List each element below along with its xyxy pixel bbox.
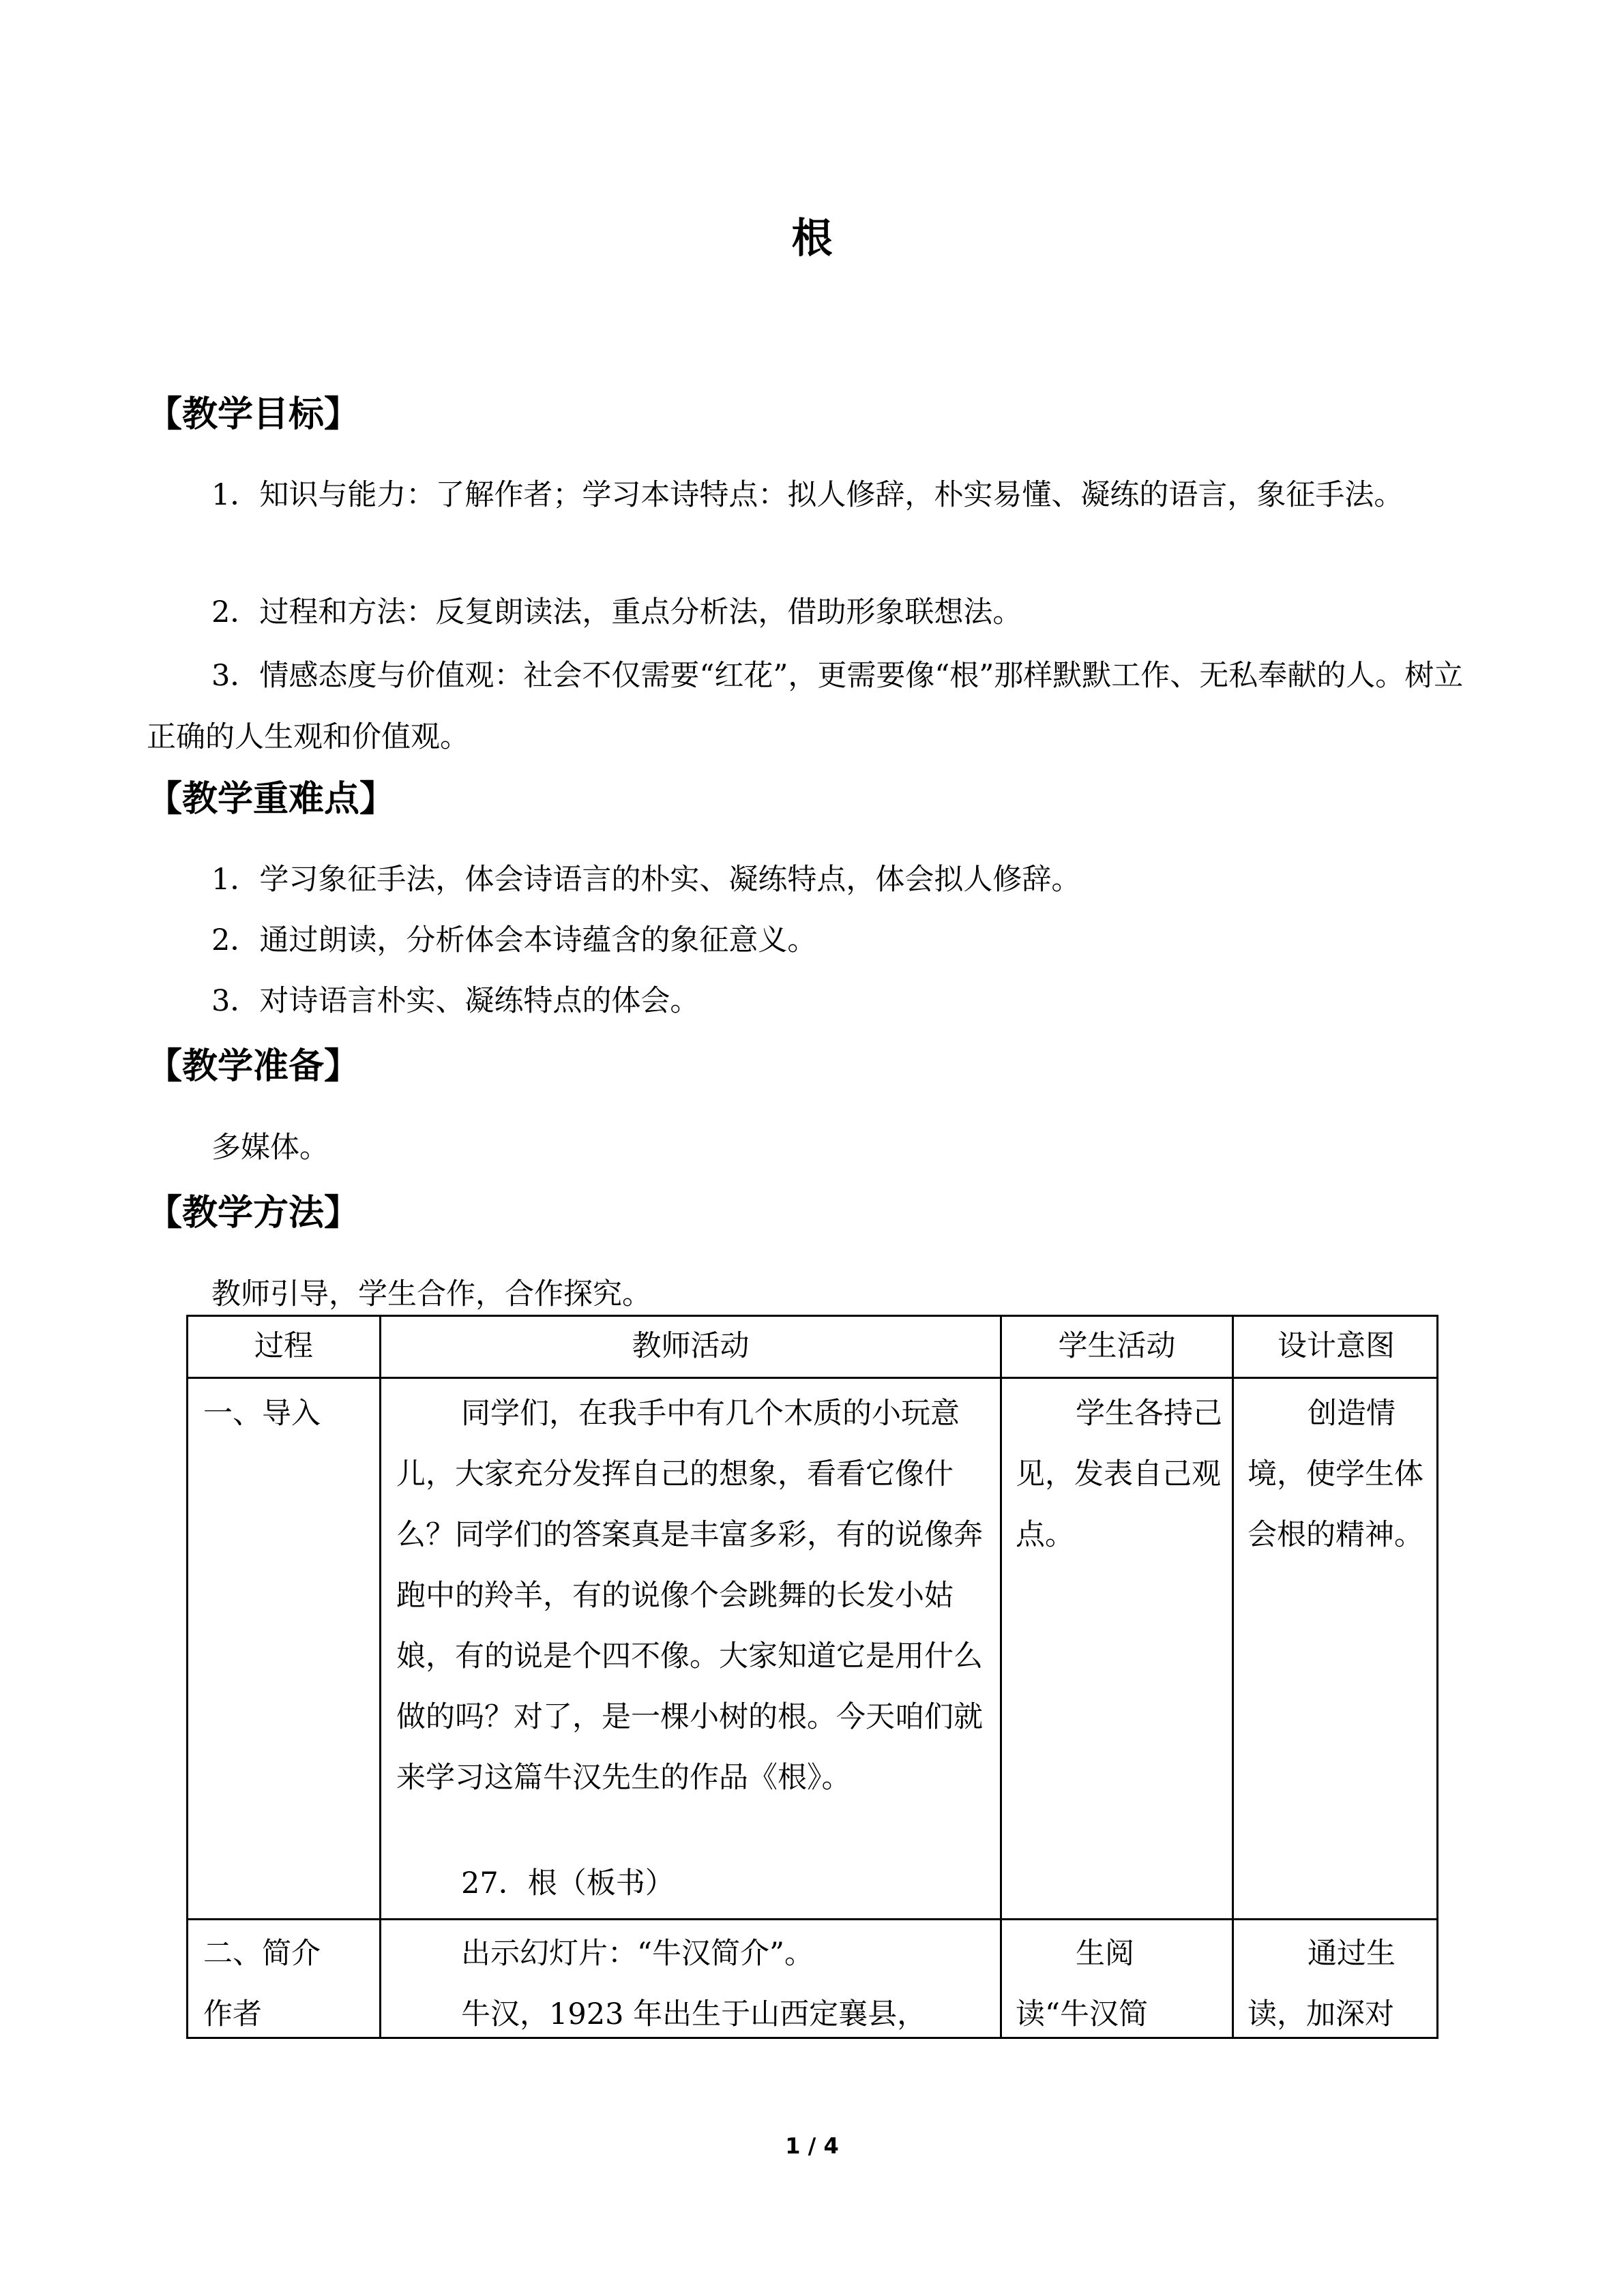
table-divider bbox=[188, 1377, 1436, 1379]
table-header-intent: 设计意图 bbox=[1278, 1329, 1395, 1363]
methods-heading: 【教学方法】 bbox=[147, 1192, 360, 1234]
key-point-item-2: 2．通过朗读，分析体会本诗蕴含的象征意义。 bbox=[211, 923, 817, 957]
table-divider bbox=[1232, 1317, 1234, 2037]
table-cell-intent: 通过生读，加深对 bbox=[1247, 1937, 1396, 2031]
page-title: 根 bbox=[791, 215, 833, 263]
objective-item-2: 2．过程和方法：反复朗读法，重点分析法，借助形象联想法。 bbox=[211, 595, 1022, 629]
table-cell-teacher-extra: 27．根（板书） bbox=[461, 1866, 675, 1900]
table-header-student: 学生活动 bbox=[1058, 1329, 1176, 1363]
key-point-item-3: 3．对诗语言朴实、凝练特点的体会。 bbox=[211, 984, 700, 1018]
table-cell-student: 生阅读“牛汉简 bbox=[1016, 1937, 1148, 2031]
objectives-heading: 【教学目标】 bbox=[147, 393, 360, 435]
key-point-item-1: 1．学习象征手法，体会诗语言的朴实、凝练特点，体会拟人修辞。 bbox=[211, 863, 1081, 897]
table-divider bbox=[188, 1918, 1436, 1920]
table-cell-teacher: 出示幻灯片：“牛汉简介”。 bbox=[461, 1937, 814, 1971]
table-divider bbox=[379, 1317, 381, 2037]
table-header-teacher: 教师活动 bbox=[632, 1329, 750, 1363]
table-cell-teacher: 同学们，在我手中有几个木质的小玩意儿，大家充分发挥自己的想象，看看它像什么？同学们的答案真是丰富多彩，有的说像奔跑中的羚羊，有的说像个会跳舞的长发小姑娘，有的说是个四不像。大家知道它是用什么做的吗？对了，是一棵小树的根。今天咱们就来学习这篇牛汉先生的作品《根》。 bbox=[396, 1397, 983, 1795]
table-cell-teacher-extra: 牛汉，1923 年出生于山西定襄县， bbox=[461, 1997, 927, 2031]
key-points-heading: 【教学重难点】 bbox=[147, 778, 396, 820]
preparation-heading: 【教学准备】 bbox=[147, 1045, 360, 1087]
objective-item-3: 3．情感态度与价值观：社会不仅需要“红花”，更需要像“根”那样默默工作、无私奉献的人。树立正确的人生观和价值观。 bbox=[147, 659, 1464, 754]
table-cell-process: 二、简介作者 bbox=[203, 1937, 321, 2031]
table-divider bbox=[1000, 1317, 1002, 2037]
table-header-process: 过程 bbox=[254, 1329, 313, 1363]
methods-text: 教师引导，学生合作，合作探究。 bbox=[211, 1277, 651, 1311]
table-cell-intent: 创造情境，使学生体会根的精神。 bbox=[1247, 1397, 1423, 1552]
preparation-text: 多媒体。 bbox=[211, 1131, 329, 1165]
table-cell-process: 一、导入 bbox=[203, 1397, 321, 1431]
objective-item-1: 1．知识与能力：了解作者；学习本诗特点：拟人修辞，朴实易懂、凝练的语言，象征手法。 bbox=[211, 478, 1404, 512]
page-indicator: 1 / 4 bbox=[785, 2133, 839, 2159]
lesson-table bbox=[186, 1315, 1438, 2039]
table-cell-student: 学生各持己见，发表自己观点。 bbox=[1016, 1397, 1222, 1552]
